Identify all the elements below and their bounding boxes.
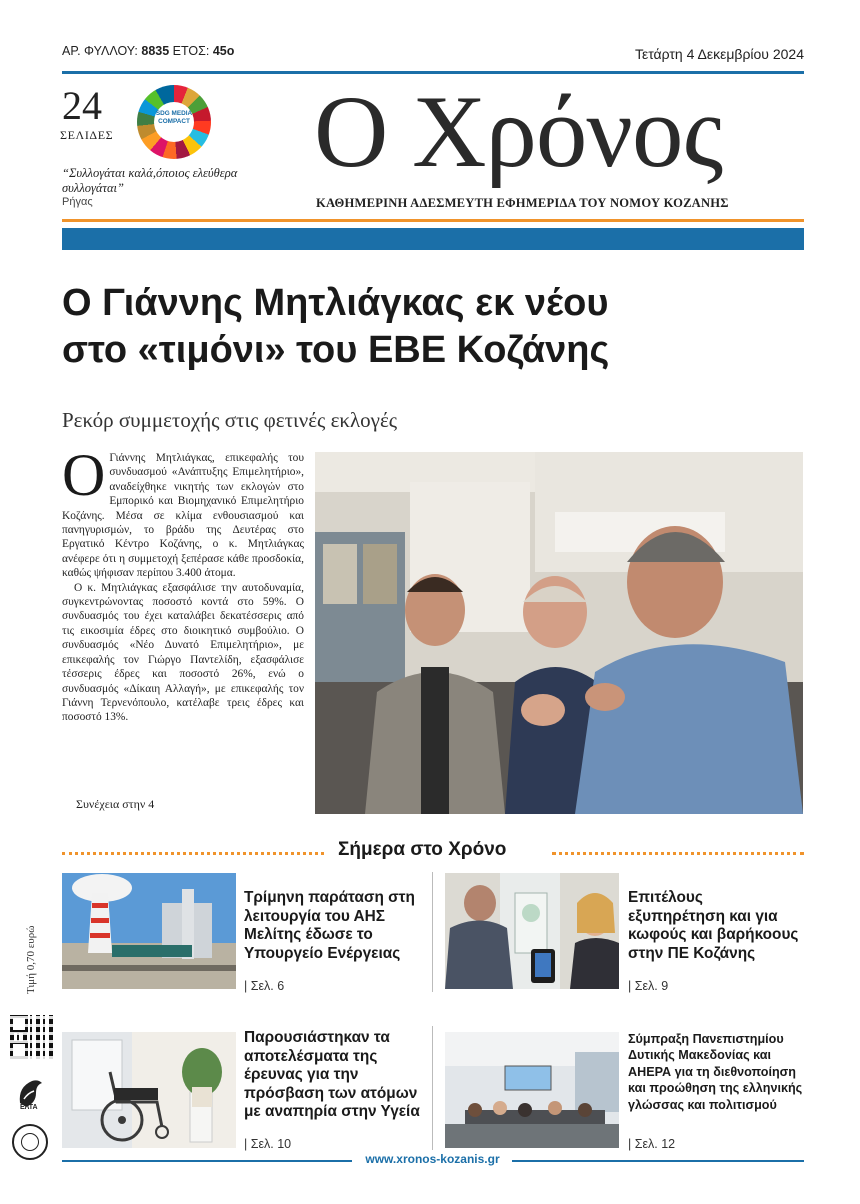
headline-line-1: Ο Γιάννης Μητλιάγκας εκ νέου	[62, 282, 609, 324]
wheelchair-illustration	[62, 1032, 236, 1148]
story-1-page: | Σελ. 6	[244, 979, 285, 993]
issue-info	[62, 44, 234, 58]
story-1-photo[interactable]	[62, 873, 236, 989]
motto-author: Ρήγας	[62, 196, 93, 208]
lead-article-body	[62, 442, 304, 725]
newspaper-subtitle: ΚΑΘΗΜΕΡΙΝΗ ΑΔΕΣΜΕΥΤΗ ΕΦΗΜΕΡΙΔΑ ΤΟΥ ΝΟΜΟΥ ΚΟΖΑΝΗΣ	[316, 196, 729, 210]
price-text: Τιμή 0,70 ευρώ	[25, 925, 37, 994]
continue-link[interactable]: Συνέχεια στην 4	[76, 797, 155, 811]
power-plant-illustration	[62, 873, 236, 989]
sdg-media-compact-logo	[137, 85, 211, 159]
service-desk-illustration	[445, 873, 619, 989]
lead-kicker: Ρεκόρ συμμετοχής στις φετινές εκλογές	[62, 408, 398, 432]
sdg-badge-text: SDG MEDIA COMPACT	[154, 102, 194, 142]
story-4-title[interactable]: Σύμπραξη Πανεπιστημίου Δυτικής Μακεδονίας και ΑΗΕΡΑ για τη διεθνοποίηση και προώθηση της ελληνικής γλώσσας και πολιτισμού	[628, 1032, 803, 1112]
newspaper-title: Ο Χρόνος	[314, 75, 723, 189]
story-3-photo[interactable]	[62, 1032, 236, 1148]
motto: “Συλλογάται καλά,όποιος ελεύθερα συλλογάται”	[62, 166, 238, 195]
story-2-photo[interactable]	[445, 873, 619, 989]
story-4-photo[interactable]	[445, 1032, 619, 1148]
elta-logo	[14, 1075, 48, 1115]
section-title: Σήμερα στο Χρόνο	[338, 839, 507, 860]
elta-logo-text: ΕΛΤΑ	[20, 1104, 38, 1111]
qr-code-pattern	[10, 1015, 54, 1059]
meeting-room-illustration	[445, 1032, 619, 1148]
year-number: 45ο	[212, 44, 235, 58]
lead-photo[interactable]	[315, 452, 803, 814]
story-4-page: | Σελ. 12	[628, 1137, 676, 1151]
column-divider	[432, 872, 433, 992]
headline-line-2: στο «τιμόνι» του ΕΒΕ Κοζάνης	[62, 329, 610, 371]
story-1-title[interactable]: Τρίμηνη παράταση στη λειτουργία του ΑΗΣ Μελίτης έδωσε το Υπουργείο Ενέργειας	[244, 889, 415, 962]
footer-rule-left	[62, 1160, 352, 1162]
section-divider-left	[62, 852, 324, 855]
publication-date: Τετάρτη 4 Δεκεμβρίου 2024	[634, 46, 804, 62]
association-seal	[12, 1124, 48, 1160]
column-divider	[432, 1026, 433, 1150]
section-divider-right	[552, 852, 804, 855]
orange-rule	[62, 219, 804, 222]
paragraph-1-text: Γιάννης Μητλιάγκας, επικεφαλής του συνδυασμού «Ανάπτυξης Επιμελητήριο», αναδείχθηκε νικητής των εκλογών στο Εμπορικό και Βιομηχανικό Επιμελητήριο Κοζάνης. Μέσα σε κλίμα ενθουσιασμού και πανηγυρισμών, το βράδυ της Δευτέρας στο Εργατικό Κέντρο Κοζάνης, ο κ. Μητλιάγκας ανέφερε ότι η συμμετοχή ξεπέρασε κάθε προσδοκία, καθώς ψήφισαν περίπου 3.400 άτομα.	[62, 452, 304, 580]
issue-number: 8835	[141, 44, 170, 58]
article-paragraph: Ο κ. Μητλιάγκας εξασφάλισε την αυτοδυναμία, συγκεντρώνοντας ποσοστό κοντά στο 59%. Ο συνδυασμός του έχει καταλάβει δεκατέσσερις από τις εικοσιμία έδρες στο διοικητικό συμβούλιο. Ο συνδυασμός «Νέο Δυνατό Επιμελητήριο», με επικεφαλής τον Γιώργο Παντελίδη, εξασφάλισε τέσσερις έδρες και ποσοστό 26%, ενώ ο συνδυασμός «Δίκαιη Αλλαγή», με επικεφαλής τον Γιάννη Τερνενόπουλο, κατέλαβε τρεις έδρες και ποσοστό 13%.	[62, 581, 304, 724]
footer-rule-right	[512, 1160, 804, 1162]
celebration-photo-illustration	[315, 452, 803, 814]
website-link[interactable]: www.xronos-kozanis.gr	[365, 1152, 500, 1166]
story-2-title[interactable]: Επιτέλους εξυπηρέτηση και για κωφούς και βαρήκοους στην ΠΕ Κοζάνης	[628, 889, 799, 962]
seal-inner-ring	[21, 1133, 39, 1151]
price	[24, 905, 38, 995]
story-2-page: | Σελ. 9	[628, 979, 669, 993]
article-paragraph	[62, 442, 304, 581]
story-3-page: | Σελ. 10	[244, 1137, 292, 1151]
issue-label: ΑΡ. ΦΥΛΛΟΥ:	[62, 44, 138, 58]
story-3-title[interactable]: Παρουσιάστηκαν τα αποτελέσματα της έρευνας για την πρόσβαση των ατόμων με αναπηρία στην Υγεία	[244, 1029, 420, 1120]
pages-label: ΣΕΛΙΔΕΣ	[60, 128, 114, 142]
year-label: ΕΤΟΣ:	[172, 44, 210, 58]
blue-band	[62, 228, 804, 250]
pages-count: 24	[62, 83, 102, 128]
lead-headline[interactable]	[62, 280, 822, 374]
dropcap: Ο	[62, 442, 106, 508]
